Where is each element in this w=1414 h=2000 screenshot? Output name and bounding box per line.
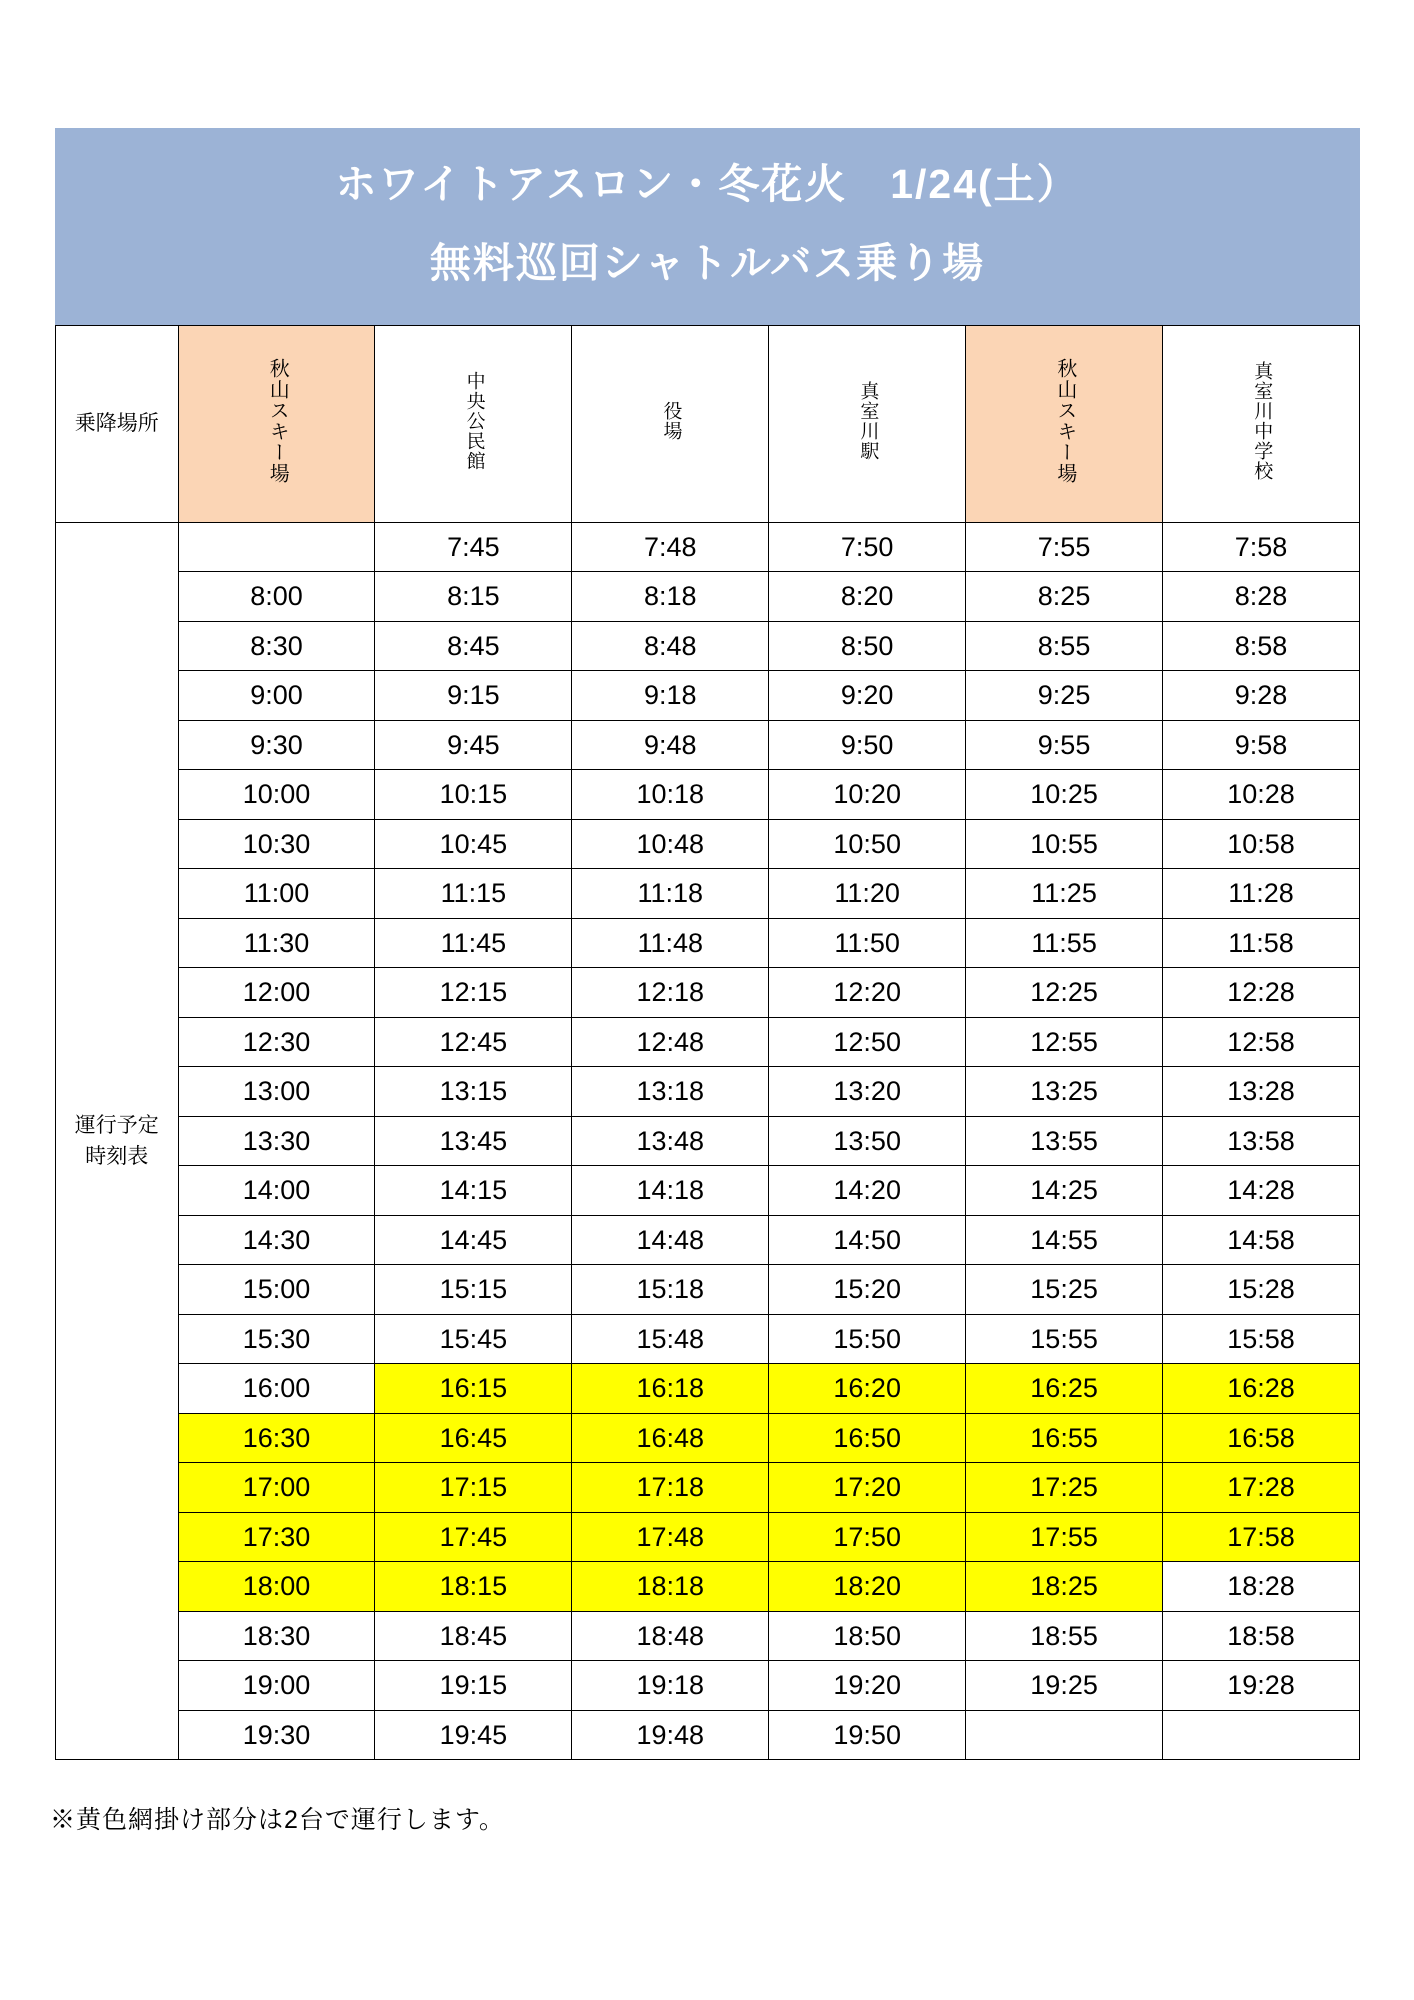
time-cell: 19:28 bbox=[1163, 1661, 1360, 1711]
column-header-label: 真室川中学校 bbox=[1251, 361, 1273, 482]
time-cell: 11:45 bbox=[375, 918, 572, 968]
column-header-chuo-kominkan bbox=[375, 325, 572, 522]
time-cell: 19:20 bbox=[769, 1661, 966, 1711]
time-cell: 19:50 bbox=[769, 1710, 966, 1760]
time-cell: 14:50 bbox=[769, 1215, 966, 1265]
time-cell: 10:55 bbox=[966, 819, 1163, 869]
time-cell: 18:00 bbox=[178, 1562, 375, 1612]
time-cell: 15:48 bbox=[572, 1314, 769, 1364]
table-row bbox=[56, 869, 1360, 919]
time-cell: 7:58 bbox=[1163, 522, 1360, 572]
time-cell: 13:18 bbox=[572, 1067, 769, 1117]
table-row bbox=[56, 1166, 1360, 1216]
time-cell: 15:30 bbox=[178, 1314, 375, 1364]
table-row bbox=[56, 819, 1360, 869]
time-cell: 13:58 bbox=[1163, 1116, 1360, 1166]
table-row bbox=[56, 1413, 1360, 1463]
time-cell: 8:25 bbox=[966, 572, 1163, 622]
time-cell: 9:28 bbox=[1163, 671, 1360, 721]
time-cell: 8:45 bbox=[375, 621, 572, 671]
timetable-sheet bbox=[55, 128, 1360, 1760]
time-cell: 19:15 bbox=[375, 1661, 572, 1711]
time-cell: 19:00 bbox=[178, 1661, 375, 1711]
table-row bbox=[56, 671, 1360, 721]
table-row bbox=[56, 720, 1360, 770]
time-cell: 14:48 bbox=[572, 1215, 769, 1265]
time-cell: 9:58 bbox=[1163, 720, 1360, 770]
time-cell: 13:00 bbox=[178, 1067, 375, 1117]
table-row bbox=[56, 968, 1360, 1018]
time-cell: 11:15 bbox=[375, 869, 572, 919]
time-cell: 11:58 bbox=[1163, 918, 1360, 968]
table-row bbox=[56, 621, 1360, 671]
column-header-akiyama-ski-2 bbox=[966, 325, 1163, 522]
time-cell: 15:18 bbox=[572, 1265, 769, 1315]
time-cell: 11:00 bbox=[178, 869, 375, 919]
time-cell: 18:50 bbox=[769, 1611, 966, 1661]
time-cell: 12:55 bbox=[966, 1017, 1163, 1067]
time-cell: 8:15 bbox=[375, 572, 572, 622]
time-cell: 18:58 bbox=[1163, 1611, 1360, 1661]
time-cell: 11:30 bbox=[178, 918, 375, 968]
time-cell: 14:20 bbox=[769, 1166, 966, 1216]
time-cell: 8:18 bbox=[572, 572, 769, 622]
time-cell: 17:30 bbox=[178, 1512, 375, 1562]
table-row bbox=[56, 1215, 1360, 1265]
time-cell: 17:45 bbox=[375, 1512, 572, 1562]
time-cell: 17:18 bbox=[572, 1463, 769, 1513]
time-cell: 17:28 bbox=[1163, 1463, 1360, 1513]
table-row bbox=[56, 1463, 1360, 1513]
table-row bbox=[56, 1116, 1360, 1166]
column-header-label: 中央公民館 bbox=[463, 371, 485, 472]
table-header-row bbox=[56, 325, 1360, 522]
time-cell: 15:00 bbox=[178, 1265, 375, 1315]
time-cell: 19:30 bbox=[178, 1710, 375, 1760]
time-cell: 10:45 bbox=[375, 819, 572, 869]
time-cell: 7:50 bbox=[769, 522, 966, 572]
time-cell: 8:58 bbox=[1163, 621, 1360, 671]
time-cell: 17:25 bbox=[966, 1463, 1163, 1513]
time-cell: 15:20 bbox=[769, 1265, 966, 1315]
time-cell: 10:18 bbox=[572, 770, 769, 820]
time-cell: 12:50 bbox=[769, 1017, 966, 1067]
time-cell: 10:15 bbox=[375, 770, 572, 820]
time-cell: 12:30 bbox=[178, 1017, 375, 1067]
table-row bbox=[56, 1512, 1360, 1562]
time-cell: 14:45 bbox=[375, 1215, 572, 1265]
time-cell: 10:50 bbox=[769, 819, 966, 869]
time-cell: 12:15 bbox=[375, 968, 572, 1018]
time-cell: 16:50 bbox=[769, 1413, 966, 1463]
time-cell: 9:55 bbox=[966, 720, 1163, 770]
title-banner bbox=[55, 128, 1360, 325]
time-cell: 16:25 bbox=[966, 1364, 1163, 1414]
side-label: 運行予定 時刻表 bbox=[56, 522, 179, 1760]
table-row bbox=[56, 1265, 1360, 1315]
time-cell: 14:28 bbox=[1163, 1166, 1360, 1216]
time-cell: 8:00 bbox=[178, 572, 375, 622]
time-cell: 16:20 bbox=[769, 1364, 966, 1414]
time-cell: 19:18 bbox=[572, 1661, 769, 1711]
time-cell: 12:25 bbox=[966, 968, 1163, 1018]
subtitle: 無料巡回シャトルバス乗り場 bbox=[429, 240, 986, 287]
time-cell: 18:45 bbox=[375, 1611, 572, 1661]
time-cell: 17:48 bbox=[572, 1512, 769, 1562]
time-cell: 9:25 bbox=[966, 671, 1163, 721]
corner-label: 乗降場所 bbox=[56, 325, 179, 522]
time-cell: 18:48 bbox=[572, 1611, 769, 1661]
time-cell: 9:45 bbox=[375, 720, 572, 770]
time-cell: 18:30 bbox=[178, 1611, 375, 1661]
time-cell: 10:00 bbox=[178, 770, 375, 820]
time-cell: 7:48 bbox=[572, 522, 769, 572]
event-title: ホワイトアスロン・冬花火 1/24(土） bbox=[335, 161, 1080, 207]
time-cell: 15:25 bbox=[966, 1265, 1163, 1315]
table-row bbox=[56, 572, 1360, 622]
time-cell: 15:55 bbox=[966, 1314, 1163, 1364]
time-cell: 15:15 bbox=[375, 1265, 572, 1315]
table-row bbox=[56, 918, 1360, 968]
time-cell: 17:50 bbox=[769, 1512, 966, 1562]
time-cell: 11:50 bbox=[769, 918, 966, 968]
time-cell: 7:45 bbox=[375, 522, 572, 572]
time-cell: 15:50 bbox=[769, 1314, 966, 1364]
time-cell: 18:28 bbox=[1163, 1562, 1360, 1612]
table-row bbox=[56, 1067, 1360, 1117]
table-row bbox=[56, 1611, 1360, 1661]
time-cell: 14:00 bbox=[178, 1166, 375, 1216]
time-cell: 13:48 bbox=[572, 1116, 769, 1166]
time-cell: 11:18 bbox=[572, 869, 769, 919]
time-cell bbox=[1163, 1710, 1360, 1760]
time-cell: 15:45 bbox=[375, 1314, 572, 1364]
table-row bbox=[56, 1017, 1360, 1067]
time-cell: 14:15 bbox=[375, 1166, 572, 1216]
time-cell: 18:55 bbox=[966, 1611, 1163, 1661]
time-cell: 14:55 bbox=[966, 1215, 1163, 1265]
time-cell: 14:30 bbox=[178, 1215, 375, 1265]
time-cell: 9:30 bbox=[178, 720, 375, 770]
time-cell: 10:25 bbox=[966, 770, 1163, 820]
time-cell: 18:25 bbox=[966, 1562, 1163, 1612]
time-cell: 16:15 bbox=[375, 1364, 572, 1414]
time-cell: 16:48 bbox=[572, 1413, 769, 1463]
shuttle-timetable bbox=[55, 325, 1360, 1761]
column-header-label: 真室川駅 bbox=[857, 381, 879, 462]
time-cell: 11:55 bbox=[966, 918, 1163, 968]
table-body-first-row bbox=[56, 522, 1360, 572]
time-cell: 8:20 bbox=[769, 572, 966, 622]
time-cell: 12:00 bbox=[178, 968, 375, 1018]
table-row bbox=[56, 1562, 1360, 1612]
column-header-akiyama-ski-1 bbox=[178, 325, 375, 522]
time-cell: 16:30 bbox=[178, 1413, 375, 1463]
time-cell: 9:15 bbox=[375, 671, 572, 721]
time-cell: 10:48 bbox=[572, 819, 769, 869]
time-cell: 15:58 bbox=[1163, 1314, 1360, 1364]
time-cell: 7:55 bbox=[966, 522, 1163, 572]
time-cell: 17:00 bbox=[178, 1463, 375, 1513]
time-cell: 16:55 bbox=[966, 1413, 1163, 1463]
time-cell: 16:45 bbox=[375, 1413, 572, 1463]
time-cell: 16:28 bbox=[1163, 1364, 1360, 1414]
table-row bbox=[56, 1364, 1360, 1414]
time-cell: 13:28 bbox=[1163, 1067, 1360, 1117]
table-row bbox=[56, 770, 1360, 820]
time-cell: 10:58 bbox=[1163, 819, 1360, 869]
time-cell: 13:25 bbox=[966, 1067, 1163, 1117]
time-cell: 9:00 bbox=[178, 671, 375, 721]
time-cell: 12:20 bbox=[769, 968, 966, 1018]
time-cell: 17:58 bbox=[1163, 1512, 1360, 1562]
column-header-label: 秋山スキー場 bbox=[266, 358, 289, 485]
time-cell: 12:58 bbox=[1163, 1017, 1360, 1067]
table-row bbox=[56, 1314, 1360, 1364]
column-header-label: 秋山スキー場 bbox=[1053, 358, 1076, 485]
time-cell: 12:18 bbox=[572, 968, 769, 1018]
time-cell: 10:20 bbox=[769, 770, 966, 820]
time-cell: 11:48 bbox=[572, 918, 769, 968]
time-cell: 17:55 bbox=[966, 1512, 1163, 1562]
time-cell bbox=[178, 522, 375, 572]
time-cell: 16:18 bbox=[572, 1364, 769, 1414]
time-cell: 8:55 bbox=[966, 621, 1163, 671]
time-cell: 19:25 bbox=[966, 1661, 1163, 1711]
table-row bbox=[56, 1710, 1360, 1760]
time-cell: 10:28 bbox=[1163, 770, 1360, 820]
time-cell: 11:20 bbox=[769, 869, 966, 919]
time-cell: 11:25 bbox=[966, 869, 1163, 919]
time-cell: 8:28 bbox=[1163, 572, 1360, 622]
time-cell: 13:30 bbox=[178, 1116, 375, 1166]
time-cell: 11:28 bbox=[1163, 869, 1360, 919]
time-cell: 13:55 bbox=[966, 1116, 1163, 1166]
column-header-label: 役場 bbox=[660, 401, 682, 442]
time-cell: 9:18 bbox=[572, 671, 769, 721]
time-cell: 15:28 bbox=[1163, 1265, 1360, 1315]
time-cell: 19:45 bbox=[375, 1710, 572, 1760]
time-cell: 13:50 bbox=[769, 1116, 966, 1166]
time-cell: 13:20 bbox=[769, 1067, 966, 1117]
time-cell: 12:48 bbox=[572, 1017, 769, 1067]
time-cell: 12:28 bbox=[1163, 968, 1360, 1018]
time-cell bbox=[966, 1710, 1163, 1760]
time-cell: 8:48 bbox=[572, 621, 769, 671]
time-cell: 9:20 bbox=[769, 671, 966, 721]
time-cell: 9:48 bbox=[572, 720, 769, 770]
time-cell: 13:15 bbox=[375, 1067, 572, 1117]
time-cell: 14:25 bbox=[966, 1166, 1163, 1216]
time-cell: 16:58 bbox=[1163, 1413, 1360, 1463]
time-cell: 14:18 bbox=[572, 1166, 769, 1216]
time-cell: 18:18 bbox=[572, 1562, 769, 1612]
time-cell: 19:48 bbox=[572, 1710, 769, 1760]
time-cell: 18:15 bbox=[375, 1562, 572, 1612]
time-cell: 17:20 bbox=[769, 1463, 966, 1513]
footnote: ※黄色網掛け部分は2台で運行します。 bbox=[50, 1806, 505, 1834]
time-cell: 13:45 bbox=[375, 1116, 572, 1166]
column-header-yakuba bbox=[572, 325, 769, 522]
time-cell: 8:50 bbox=[769, 621, 966, 671]
time-cell: 17:15 bbox=[375, 1463, 572, 1513]
column-header-mamurogawa-eki bbox=[769, 325, 966, 522]
time-cell: 10:30 bbox=[178, 819, 375, 869]
time-cell: 14:58 bbox=[1163, 1215, 1360, 1265]
time-cell: 9:50 bbox=[769, 720, 966, 770]
time-cell: 18:20 bbox=[769, 1562, 966, 1612]
time-cell: 8:30 bbox=[178, 621, 375, 671]
table-row bbox=[56, 1661, 1360, 1711]
time-cell: 12:45 bbox=[375, 1017, 572, 1067]
time-cell: 16:00 bbox=[178, 1364, 375, 1414]
column-header-mamurogawa-chugakko bbox=[1163, 325, 1360, 522]
